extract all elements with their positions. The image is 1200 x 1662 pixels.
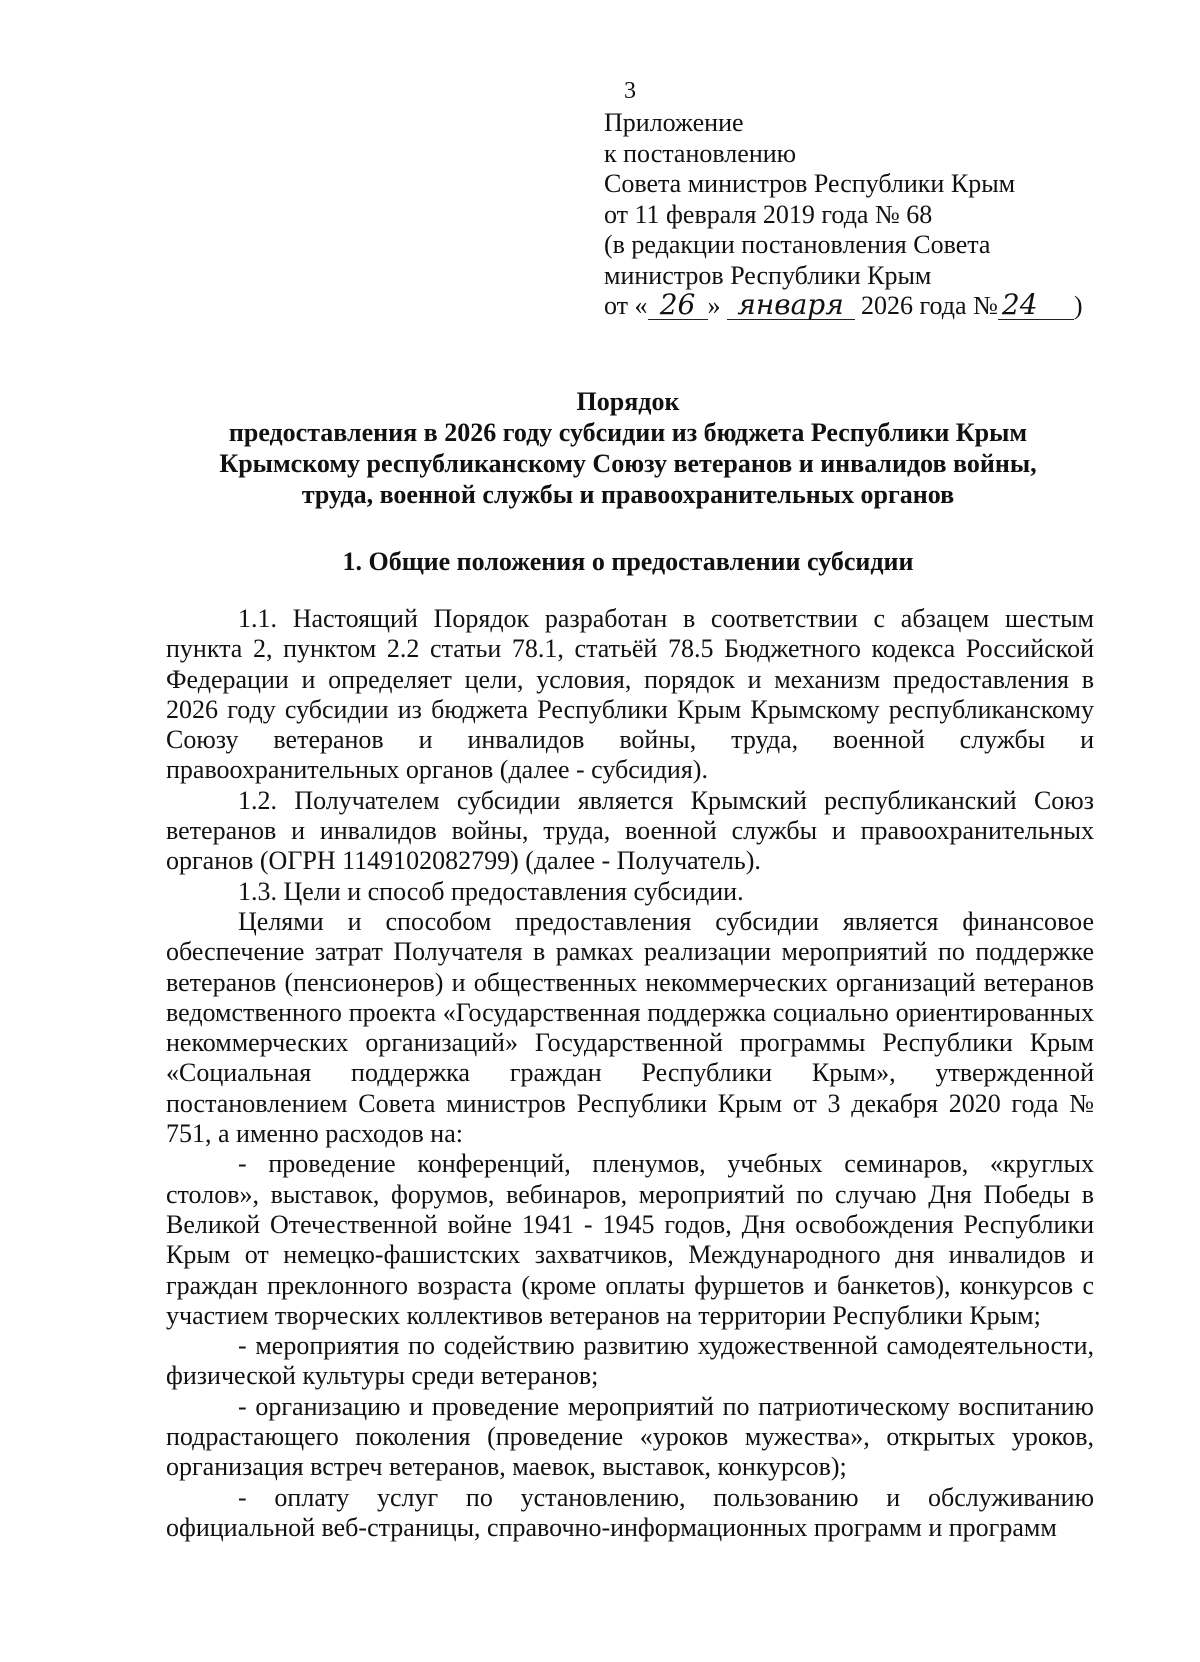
appendix-line: Приложение: [604, 108, 744, 137]
title-line: труда, военной службы и правоохранительных органов: [301, 480, 955, 509]
paragraph: Целями и способом предоставления субсидии является финансовое обеспечение затрат Получателя в рамках реализации мероприятий по поддержке ветеранов (пенсионеров) и общественных некоммерческих организаций ветеранов ведомственного проекта «Государственная поддержка социально ориентированных некоммерческих организаций» Государственной программы Республики Крым «Социальная поддержка граждан Республики Крым», утвержденной постановлением Совета министров Республики Крым от 3 декабря 2020 года № 751, а именно расходов на:: [166, 906, 1094, 1149]
paragraph: 1.2. Получателем субсидии является Крымский республиканский Союз ветеранов и инвалидов войны, труда, военной службы и правоохранительных органов (ОГРН 1149102082799) (далее - Получатель).: [166, 785, 1094, 876]
edition-date-line: [604, 288, 1083, 322]
appendix-line: (в редакции постановления Совета: [604, 230, 991, 259]
edition-year: 2026 года №: [854, 291, 998, 320]
page-number: 3: [624, 78, 636, 104]
edition-quote: »: [707, 291, 721, 320]
handwritten-month: января: [727, 291, 855, 320]
appendix-line: к постановлению: [604, 138, 797, 168]
appendix-line: от 11 февраля 2019 года № 68: [604, 199, 933, 229]
edition-close: ): [1073, 291, 1083, 320]
paragraph: 1.3. Цели и способ предоставления субсидии.: [238, 876, 744, 906]
list-item: - оплату услуг по установлению, пользованию и обслуживанию официальной веб-страницы, справочно-информационных программ и программ: [166, 1482, 1094, 1542]
title-line: Крымскому республиканскому Союзу ветеранов и инвалидов войны,: [219, 449, 1037, 478]
section-heading: 1. Общие положения о предоставлении субсидии: [342, 547, 914, 576]
paragraph: 1.1. Настоящий Порядок разработан в соответствии с абзацем шестым пункта 2, пунктом 2.2 статьи 78.1, статьёй 78.5 Бюджетного кодекса Российской Федерации и определяет цели, условия, порядок и механизм предоставления в 2026 году субсидии из бюджета Республики Крым Крымскому республиканскому Союзу ветеранов и инвалидов войны, труда, военной службы и правоохранительных органов (далее - субсидия).: [166, 604, 1094, 785]
list-item: - проведение конференций, пленумов, учебных семинаров, «круглых столов», выставок, форумов, вебинаров, мероприятий по случаю Дня Победы в Великой Отечественной войне 1941 - 1945 годов, Дня освобождения Республики Крым от немецко-фашистских захватчиков, Международного дня инвалидов и граждан преклонного возраста (кроме оплаты фуршетов и банкетов), конкурсов с участием творческих коллективов ветеранов на территории Республики Крым;: [166, 1149, 1094, 1330]
handwritten-number: 24: [998, 291, 1074, 320]
appendix-line: Совета министров Республики Крым: [604, 169, 1016, 198]
appendix-line: министров Республики Крым: [604, 260, 932, 290]
list-item: - организацию и проведение мероприятий по патриотическому воспитанию подрастающего поколения (проведение «уроков мужества», открытых уроков, организация встреч ветеранов, маевок, выставок, конкурсов);: [166, 1391, 1094, 1482]
title-line: Порядок: [576, 387, 680, 416]
appendix-block: [604, 108, 1083, 322]
title-line: предоставления в 2026 году субсидии из бюджета Республики Крым: [228, 418, 1028, 447]
edition-prefix: от «: [604, 291, 648, 320]
section-body: [166, 604, 1094, 1543]
handwritten-day: 26: [648, 291, 708, 320]
list-item: - мероприятия по содействию развитию художественной самодеятельности, физической культуры среди ветеранов;: [166, 1331, 1094, 1391]
document-title: [160, 386, 1096, 510]
